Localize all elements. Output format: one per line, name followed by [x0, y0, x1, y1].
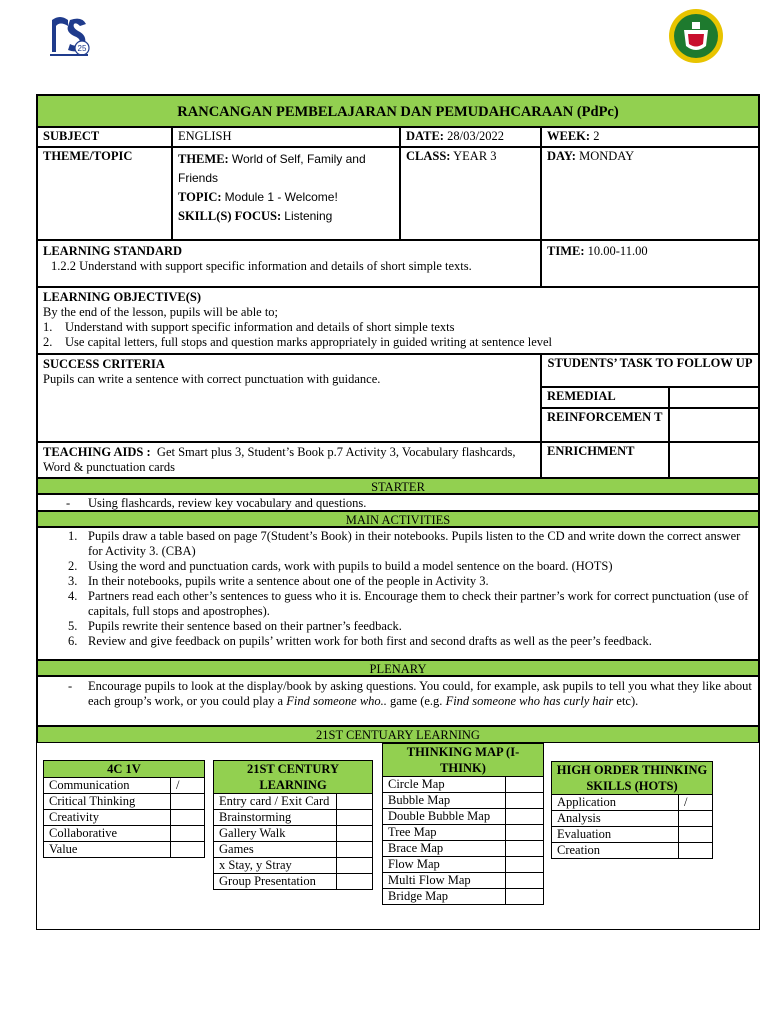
- table-row: Bubble Map: [383, 793, 544, 809]
- theme-topic-label: THEME/TOPIC: [37, 147, 172, 240]
- time-field: TIME: 10.00-11.00: [541, 240, 759, 287]
- table-row: Critical Thinking: [44, 794, 205, 810]
- teaching-aids: TEACHING AIDS : Get Smart plus 3, Student’s Book p.7 Activity 3, Vocabulary flashcards, Word & punctuation cards: [37, 442, 541, 478]
- starter-body: - Using flashcards, review key vocabulary and questions.: [37, 494, 759, 511]
- main-activities-header: MAIN ACTIVITIES: [37, 511, 759, 527]
- table-row: Entry card / Exit Card: [214, 794, 373, 810]
- table-row: Tree Map: [383, 825, 544, 841]
- table-row: Brace Map: [383, 841, 544, 857]
- table-row: Brainstorming: [214, 810, 373, 826]
- table-row: Circle Map: [383, 777, 544, 793]
- table-row: Bridge Map: [383, 889, 544, 905]
- table-21st-century: [213, 760, 373, 890]
- enrichment-label: ENRICHMENT: [541, 442, 669, 478]
- main-activities-body: [37, 527, 759, 660]
- table-row: Analysis: [552, 811, 713, 827]
- remedial-label: REMEDIAL: [541, 387, 669, 408]
- starter-header: STARTER: [37, 478, 759, 494]
- class-field: CLASS: YEAR 3: [400, 147, 541, 240]
- table-row: Creativity: [44, 810, 205, 826]
- activity-item: 1. Pupils draw a table based on page 7(Student’s Book) in their notebooks. Pupils listen to the CD and write down the correct answer for Activity 3. (CBA): [68, 529, 741, 558]
- objective-item: 1. Understand with support specific information and details of short simple texts: [43, 320, 455, 334]
- table-row: Creation: [552, 843, 713, 859]
- table-header: 21ST CENTURY LEARNING: [214, 761, 373, 794]
- lesson-plan: [36, 94, 760, 930]
- theme-topic-details: THEME: World of Self, Family and Friends TOPIC: Module 1 - Welcome! SKILL(S) FOCUS: Listening: [172, 147, 400, 240]
- table-4c1v: [43, 760, 205, 858]
- table-header: HIGH ORDER THINKING SKILLS (HOTS): [552, 762, 713, 795]
- week-field: WEEK: 2: [541, 127, 759, 147]
- learning-objectives: LEARNING OBJECTIVE(S) By the end of the lesson, pupils will be able to; 1. Understand with support specific information and details of short simple texts 2. Use capital letters, full stops and question marks appropriately in guided writing at sentence level: [37, 287, 759, 354]
- page-title: RANCANGAN PEMBELAJARAN DAN PEMUDAHCARAAN (PdPc): [37, 95, 759, 127]
- activity-item: 4. Partners read each other’s sentences to guess who it is. Encourage them to check their partner’s work for correct punctuation (use of capitals, full stops and apostrophes).: [68, 589, 749, 618]
- day-field: DAY: MONDAY: [541, 147, 759, 240]
- table-row: Group Presentation: [214, 874, 373, 890]
- table-row: Gallery Walk: [214, 826, 373, 842]
- plenary-header: PLENARY: [37, 660, 759, 676]
- subject-value: ENGLISH: [172, 127, 400, 147]
- learning-standard: LEARNING STANDARD 1.2.2 Understand with support specific information and details of short simple texts.: [37, 240, 541, 287]
- table-row: Evaluation: [552, 827, 713, 843]
- activity-item: 5. Pupils rewrite their sentence based on their partner’s feedback.: [68, 619, 402, 633]
- reinforcement-box: [669, 408, 759, 442]
- activity-item: 2. Using the word and punctuation cards, work with pupils to build a model sentence on the board. (HOTS): [68, 559, 613, 573]
- table-row: Flow Map: [383, 857, 544, 873]
- table-header: 4C 1V: [44, 761, 205, 778]
- table-row: Application /: [552, 795, 713, 811]
- table-row: Value: [44, 842, 205, 858]
- school-crest-icon: [668, 8, 724, 64]
- activity-item: 6. Review and give feedback on pupils’ written work for both first and second drafts as well as the peer’s feedback.: [68, 634, 652, 648]
- table-row: Multi Flow Map: [383, 873, 544, 889]
- table-row: Games: [214, 842, 373, 858]
- table-row: Collaborative: [44, 826, 205, 842]
- table-header: THINKING MAP (I-THINK): [383, 744, 544, 777]
- table-row: x Stay, y Stray: [214, 858, 373, 874]
- table-row: Communication /: [44, 778, 205, 794]
- century-learning-header: 21ST CENTUARY LEARNING: [37, 726, 759, 743]
- activity-item: 3. In their notebooks, pupils write a sentence about one of the people in Activity 3.: [68, 574, 489, 588]
- reinforcement-label: REINFORCEMEN T: [541, 408, 669, 442]
- svg-text:25: 25: [77, 44, 87, 53]
- plenary-body: - Encourage pupils to look at the display/book by asking questions. You could, for example, ask pupils to tell you what they like about each group’s work, or you could play a Find someone who.. game (e.g. Find someone who has curly hair etc).: [37, 676, 759, 726]
- school-logo-icon: [46, 12, 92, 58]
- table-hots: [551, 761, 713, 859]
- table-thinking-map: [382, 743, 544, 905]
- table-row: Double Bubble Map: [383, 809, 544, 825]
- subject-label: SUBJECT: [37, 127, 172, 147]
- date-field: DATE: 28/03/2022: [400, 127, 541, 147]
- enrichment-box: [669, 442, 759, 478]
- success-criteria: SUCCESS CRITERIA Pupils can write a sentence with correct punctuation with guidance.: [37, 354, 541, 442]
- objective-item: 2. Use capital letters, full stops and question marks appropriately in guided writing at sentence level: [43, 335, 553, 349]
- remedial-box: [669, 387, 759, 408]
- students-task-header: STUDENTS’ TASK TO FOLLOW UP: [541, 354, 759, 387]
